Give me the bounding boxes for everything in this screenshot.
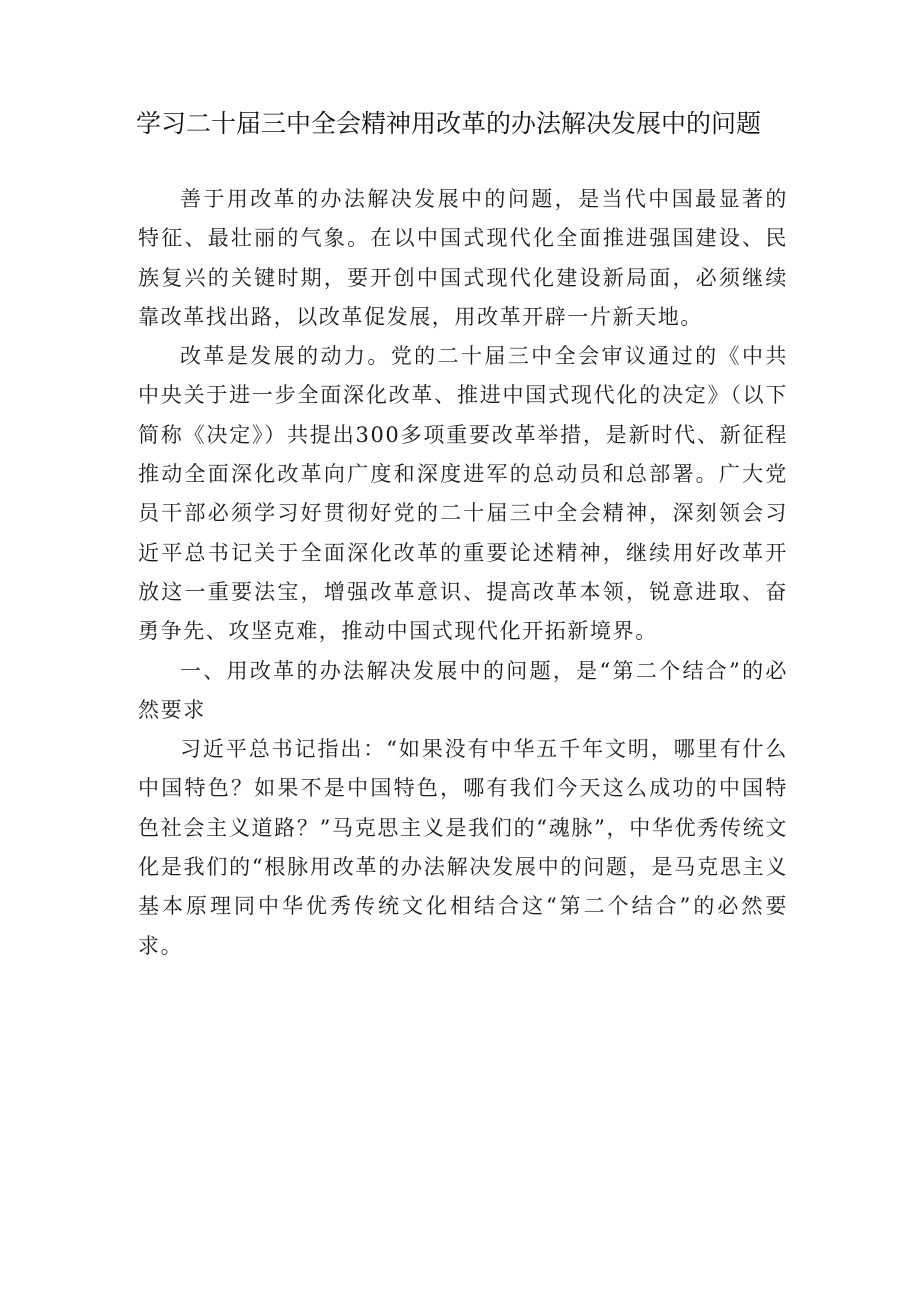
paragraph-intro: 善于用改革的办法解决发展中的问题，是当代中国最显著的特征、最壮丽的气象。在以中国式现代化全面推进强国建设、民族复兴的关键时期，要开创中国式现代化建设新局面，必须继续靠改革找出路，以改革促发展，用改革开辟一片新天地。 xyxy=(138,187,788,329)
paragraph-reform-motive: 改革是发展的动力。党的二十届三中全会审议通过的《中共中央关于进一步全面深化改革、推进中国式现代化的决定》（以下简称《决定》）共提出300多项重要改革举措，是新时代、新征程推动全面深化改革向广度和深度进军的总动员和总部署。广大党员干部必须学习好贯彻好党的二十届三中全会精神，深刻领会习近平总书记关于全面深化改革的重要论述精神，继续用好改革开放这一重要法宝，增强改革意识、提高改革本领，锐意进取、奋勇争先、攻坚克难，推动中国式现代化开拓新境界。 xyxy=(138,344,788,644)
paragraph-second-combination: 习近平总书记指出：“如果没有中华五千年文明，哪里有什么中国特色？如果不是中国特色，哪有我们今天这么成功的中国特色社会主义道路？”马克思主义是我们的“魂脉”，中华优秀传统文化是我们的“根脉用改革的办法解决发展中的问题，是马克思主义基本原理同中华优秀传统文化相结合这“第二个结合”的必然要求。 xyxy=(138,737,788,958)
document-title: 学习二十届三中全会精神用改革的办法解决发展中的问题 xyxy=(136,109,762,138)
section-heading-1: 一、用改革的办法解决发展中的问题，是“第二个结合”的必然要求 xyxy=(138,658,788,722)
document-body xyxy=(138,180,788,966)
